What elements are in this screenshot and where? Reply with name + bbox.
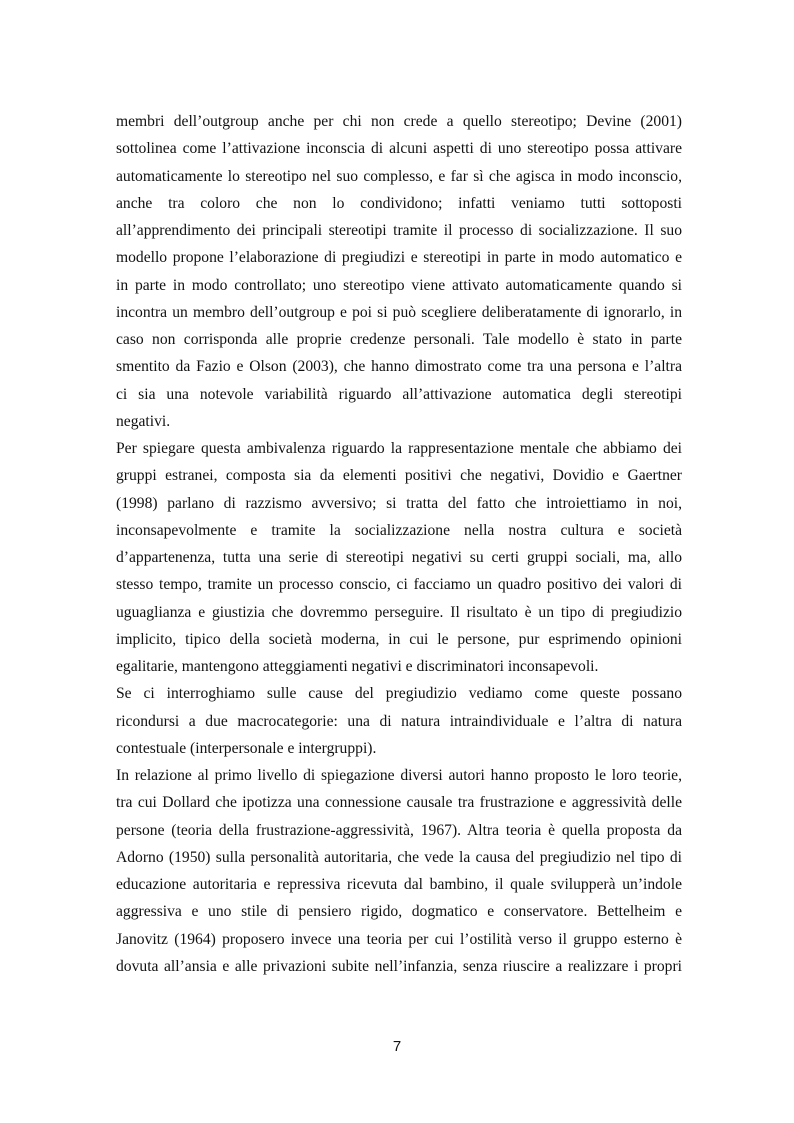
text-line: persone (teoria della frustrazione-aggressività, 1967). Altra teoria è quella proposta da xyxy=(116,821,682,839)
text-line: inconsapevolmente e tramite la socializzazione nella nostra cultura e società xyxy=(116,521,682,539)
text-line: gruppi estranei, composta sia da elementi positivi che negativi, Dovidio e Gaertner xyxy=(116,467,682,485)
text-line: membri dell’outgroup anche per chi non crede a quello stereotipo; Devine (2001) xyxy=(116,113,682,130)
text-line: tra cui Dollard che ipotizza una connessione causale tra frustrazione e aggressività delle xyxy=(116,794,682,812)
text-line: modello propone l’elaborazione di pregiudizi e stereotipi in parte in modo automatico e xyxy=(116,249,682,267)
text-line: incontra un membro dell’outgroup e poi si può scegliere deliberatamente di ignorarlo, in xyxy=(116,303,682,321)
text-line: Per spiegare questa ambivalenza riguardo la rappresentazione mentale che abbiamo dei xyxy=(116,440,682,457)
body-text xyxy=(116,108,682,980)
text-line: sottolinea come l’attivazione inconscia di alcuni aspetti di uno stereotipo possa attivare xyxy=(116,140,682,158)
text-line: all’apprendimento dei principali stereotipi tramite il processo di socializzazione. Il suo xyxy=(116,222,682,239)
text-line: implicito, tipico della società moderna, in cui le persone, pur esprimendo opinioni xyxy=(116,630,682,648)
text-line: d’appartenenza, tutta una serie di stereotipi negativi su certi gruppi sociali, ma, allo xyxy=(116,549,682,566)
page-number: 7 xyxy=(392,1038,402,1055)
text-line: ricondursi a due macrocategorie: una di natura intraindividuale e l’altra di natura xyxy=(116,712,682,730)
text-line: Se ci interroghiamo sulle cause del pregiudizio vediamo come queste possano xyxy=(116,685,682,703)
text-line: Adorno (1950) sulla personalità autoritaria, che vede la causa del pregiudizio nel tipo di xyxy=(116,848,682,866)
text-line: (1998) parlano di razzismo avversivo; si tratta del fatto che introiettiamo in noi, xyxy=(116,494,682,512)
text-line: anche tra coloro che non lo condividono; infatti veniamo tutti sottoposti xyxy=(116,194,682,212)
text-line: dovuta all’ansia e alle privazioni subite nell’infanzia, senza riuscire a realizzare i propri xyxy=(116,957,682,975)
text-line: egalitarie, mantengono atteggiamenti negativi e discriminatori inconsapevoli. xyxy=(116,658,599,675)
text-line: educazione autoritaria e repressiva ricevuta dal bambino, il quale svilupperà un’indole xyxy=(116,876,682,893)
text-line: caso non corrisponda alle proprie credenze personali. Tale modello è stato in parte xyxy=(116,331,682,348)
text-line: in parte in modo controllato; uno stereotipo viene attivato automaticamente quando si xyxy=(116,276,682,294)
text-line: negativi. xyxy=(116,412,171,430)
text-line: uguaglianza e giustizia che dovremmo perseguire. Il risultato è un tipo di pregiudizio xyxy=(116,603,682,621)
text-line: automaticamente lo stereotipo nel suo complesso, e far sì che agisca in modo inconscio, xyxy=(116,167,682,185)
text-line: contestuale (interpersonale e intergruppi). xyxy=(116,739,377,757)
text-line: ci sia una notevole variabilità riguardo all’attivazione automatica degli stereotipi xyxy=(116,385,682,403)
text-line: smentito da Fazio e Olson (2003), che hanno dimostrato come tra una persona e l’altra xyxy=(116,358,682,376)
text-line: stesso tempo, tramite un processo conscio, ci facciamo un quadro positivo dei valori di xyxy=(116,576,682,594)
text-line: Janovitz (1964) proposero invece una teoria per cui l’ostilità verso il gruppo esterno è xyxy=(116,930,682,948)
text-line: In relazione al primo livello di spiegazione diversi autori hanno proposto le loro teorie, xyxy=(116,767,682,784)
text-line: aggressiva e uno stile di pensiero rigido, dogmatico e conservatore. Bettelheim e xyxy=(116,903,682,921)
